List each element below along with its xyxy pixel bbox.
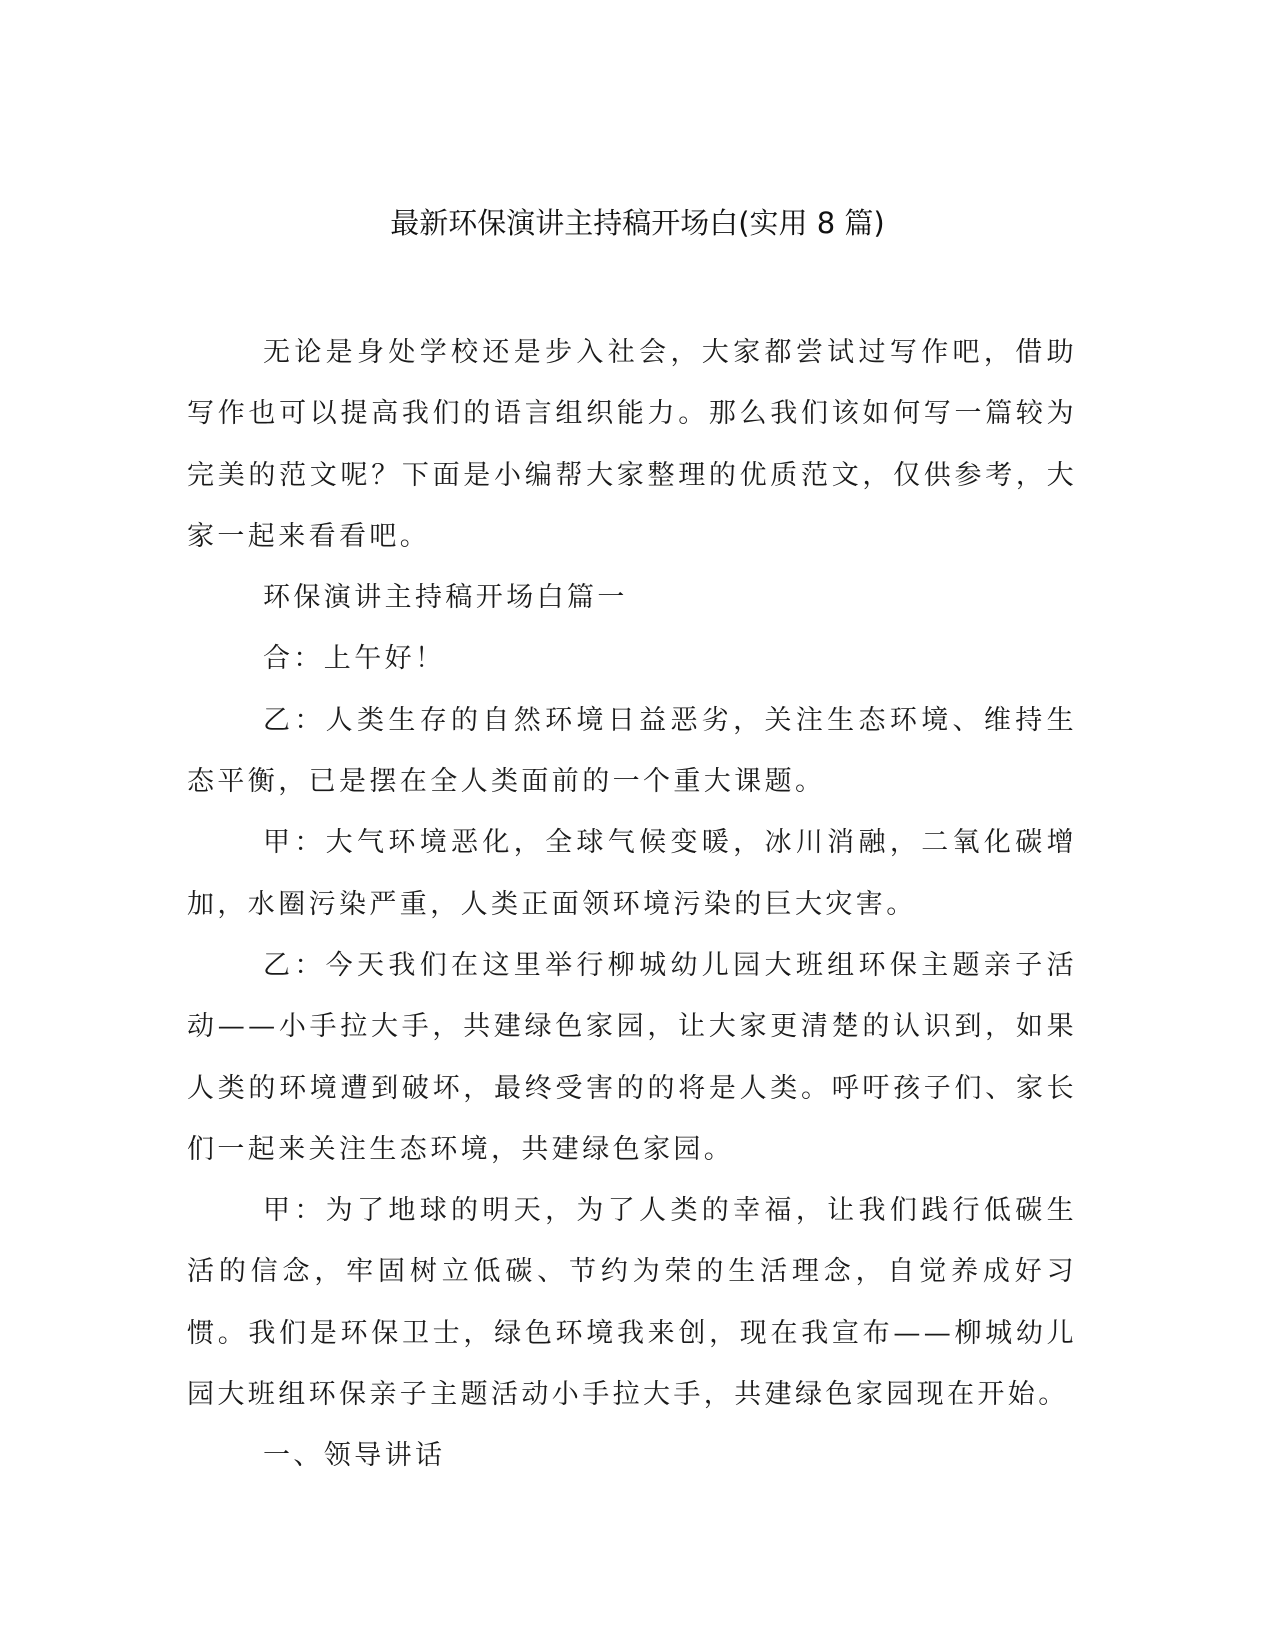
dialogue-paragraph: 合：上午好！ [263, 643, 446, 675]
document-body [187, 322, 1077, 1487]
dialogue-paragraph: 乙：人类生存的自然环境日益恶劣，关注生态环境、维持生态平衡，已是摆在全人类面前的一个重大课题。 [187, 704, 1077, 798]
section-heading: 环保演讲主持稿开场白篇一 [263, 582, 628, 614]
document-title: 最新环保演讲主持稿开场白(实用 8 篇) [390, 206, 885, 240]
dialogue-paragraph: 甲：大气环境恶化，全球气候变暖，冰川消融，二氧化碳增加，水圈污染严重，人类正面领环境污染的巨大灾害。 [187, 827, 1077, 920]
dialogue-paragraph: 甲：为了地球的明天，为了人类的幸福，让我们践行低碳生活的信念，牢固树立低碳、节约为荣的生活理念，自觉养成好习惯。我们是环保卫士，绿色环境我来创，现在我宣布——柳城幼儿园大班组环保亲子主题活动小手拉大手，共建绿色家园现在开始。 [187, 1195, 1077, 1411]
dialogue-paragraph: 乙：今天我们在这里举行柳城幼儿园大班组环保主题亲子活动——小手拉大手，共建绿色家园，让大家更清楚的认识到，如果人类的环境遭到破坏，最终受害的的将是人类。呼吁孩子们、家长们一起来关注生态环境，共建绿色家园。 [187, 949, 1077, 1165]
intro-paragraph: 无论是身处学校还是步入社会，大家都尝试过写作吧，借助写作也可以提高我们的语言组织能力。那么我们该如何写一篇较为完美的范文呢？下面是小编帮大家整理的优质范文，仅供参考，大家一起来看看吧。 [187, 337, 1077, 552]
agenda-item: 一、领导讲话 [263, 1440, 446, 1472]
